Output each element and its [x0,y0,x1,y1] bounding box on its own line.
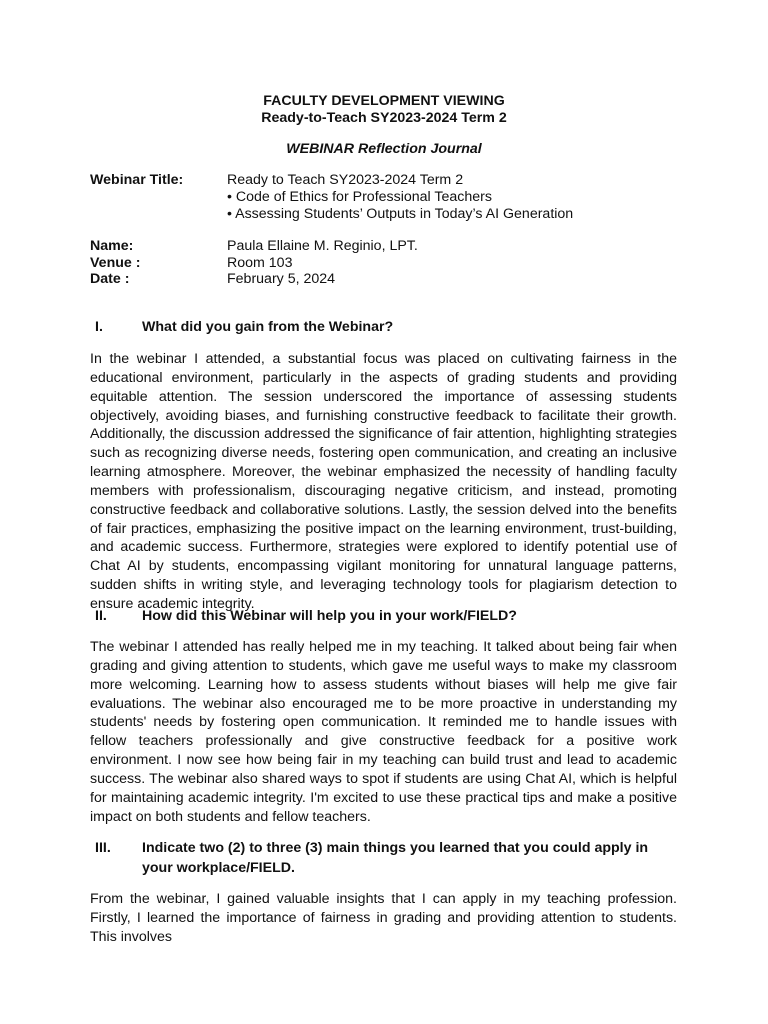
title-line-1: FACULTY DEVELOPMENT VIEWING [263,93,505,109]
webinar-title-value: Ready to Teach SY2023-2024 Term 2 [227,172,464,188]
section-1-question: What did you gain from the Webinar? [142,319,394,335]
section-2-question: How did this Webinar will help you in your work/FIELD? [142,608,517,624]
section-3-question: Indicate two (2) to three (3) main things you learned that you could apply in your workplace/FIELD. [142,840,649,876]
webinar-topic-2: • Assessing Students’ Outputs in Today’s AI Generation [227,206,574,222]
webinar-topic-1: • Code of Ethics for Professional Teachers [227,189,492,205]
name-value: Paula Ellaine M. Reginio, LPT. [227,238,418,254]
section-1-answer: In the webinar I attended, a substantial focus was placed on cultivating fairness in the educational environment, particularly in the aspects of grading students and providing equitable attention. The session underscored the importance of assessing students objectively, avoiding biases, and furnishing constructive feedback to facilitate their growth. Additionally, the discussion addressed the significance of fair attention, highlighting strategies such as recognizing diverse needs, fostering open communication, and creating an inclusive learning atmosphere. Moreover, the webinar emphasized the necessity of handling faculty members with professionalism, discouraging negative criticism, and instead, promoting constructive feedback and collaborative solutions. Lastly, the session delved into the benefits of fair practices, emphasizing the positive impact on the learning environment, trust-building, and academic success. Furthermore, strategies were explored to identify potential use of Chat AI by students, encompassing vigilant monitoring for unnatural language patterns, sudden shifts in writing style, and leveraging technology tools for plagiarism detection to ensure academic integrity. [90,351,677,612]
section-1-number: I. [95,319,103,335]
webinar-title-label: Webinar Title: [90,172,184,188]
document-subtitle: WEBINAR Reflection Journal [286,141,482,157]
section-2-number: II. [95,608,107,624]
date-label: Date : [90,271,130,287]
section-3-number: III. [95,840,111,856]
venue-value: Room 103 [227,255,293,271]
section-3-answer: From the webinar, I gained valuable insights that I can apply in my teaching profession. Firstly, I learned the importance of fairness in grading and providing attention to students. This involves [90,891,677,945]
name-label: Name: [90,238,134,254]
section-2-answer: The webinar I attended has really helped me in my teaching. It talked about being fair when grading and giving attention to students, which gave me useful ways to make my classroom more welcoming. Learning how to assess students without biases will help me give fair evaluations. The webinar also encouraged me to be more proactive in understanding my students' needs by fostering open communication. It reminded me to handle issues with fellow teachers professionally and give constructive feedback for a positive work environment. I now see how being fair in my teaching can build trust and lead to academic success. The webinar also shared ways to spot if students are using Chat AI, which is helpful for maintaining academic integrity. I'm excited to use these practical tips and make a positive impact on both students and fellow teachers. [90,639,677,825]
venue-label: Venue : [90,255,141,271]
document-title [0,93,768,127]
title-line-2: Ready-to-Teach SY2023-2024 Term 2 [261,110,507,126]
date-value: February 5, 2024 [227,271,336,287]
